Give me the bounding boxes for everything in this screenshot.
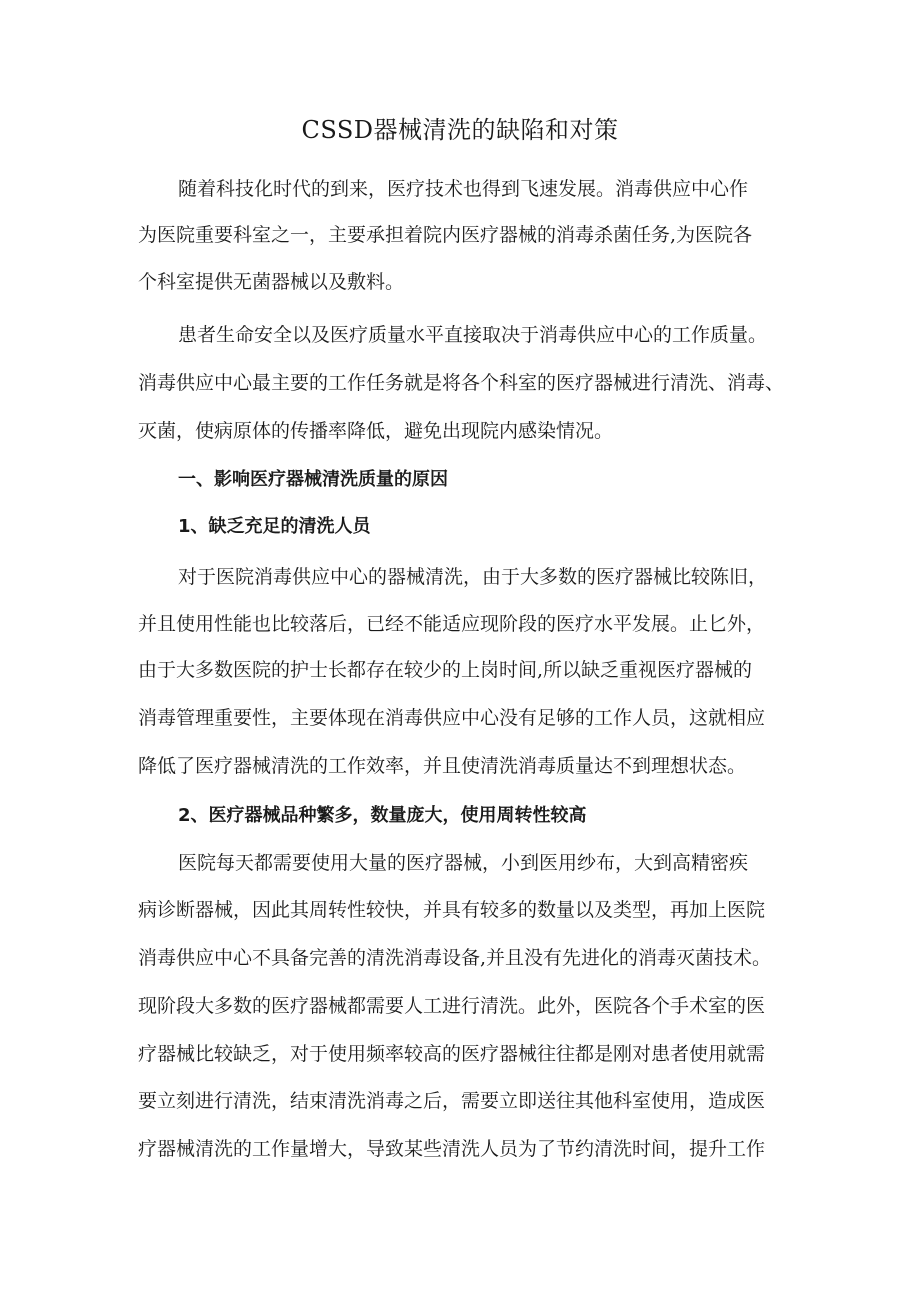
paragraph-4-line-5: 疗器械比较缺乏，对于使用频率较高的医疗器械往往都是刚对患者使用就需 bbox=[138, 1043, 766, 1065]
paragraph-4-line-1: 医院每天都需要使用大量的医疗器械，小到医用纱布，大到高精密疾 bbox=[178, 852, 749, 874]
paragraph-4-line-2: 病诊断器械，因此其周转性较快，并具有较多的数量以及类型，再加上医院 bbox=[138, 899, 766, 921]
paragraph-2-line-3: 灭菌，使病原体的传播率降低，避免出现院内感染情况。 bbox=[138, 420, 614, 442]
paragraph-2-line-1: 患者生命安全以及医疗质量水平直接取决于消毒供应中心的工作质量。 bbox=[178, 324, 768, 346]
paragraph-3-line-4: 消毒管理重要性，主要体现在消毒供应中心没有足够的工作人员，这就相应 bbox=[138, 707, 766, 729]
paragraph-2-line-2: 消毒供应中心最主要的工作任务就是将各个科室的医疗器械进行清洗、消毒、 bbox=[138, 372, 785, 394]
paragraph-1-line-3: 个科室提供无菌器械以及敷料。 bbox=[138, 271, 405, 293]
paragraph-1-line-2: 为医院重要科室之一，主要承担着院内医疗器械的消毒杀菌任务,为医院各 bbox=[138, 224, 753, 246]
paragraph-1-line-1: 随着科技化时代的到来，医疗技术也得到飞速发展。消毒供应中心作 bbox=[178, 178, 749, 200]
paragraph-3-line-3: 由于大多数医院的护士长都存在较少的上岗时间,所以缺乏重视医疗器械的 bbox=[138, 659, 753, 681]
paragraph-3-line-1: 对于医院消毒供应中心的器械清洗，由于大多数的医疗器械比较陈旧， bbox=[178, 566, 768, 588]
subsection-heading-2: 2、医疗器械品种繁多，数量庞大，使用周转性较高 bbox=[178, 805, 587, 826]
paragraph-3-line-2: 并且使用性能也比较落后，已经不能适应现阶段的医疗水平发展。止匕外， bbox=[138, 613, 766, 635]
subsection-heading-1: 1、缺乏充足的清洗人员 bbox=[178, 516, 371, 537]
document-title: CSSD器械清洗的缺陷和对策 bbox=[301, 116, 619, 144]
paragraph-4-line-3: 消毒供应中心不具备完善的清洗消毒设备,并且没有先进化的消毒灭菌技术。 bbox=[138, 947, 772, 969]
paragraph-4-line-4: 现阶段大多数的医疗器械都需要人工进行清洗。此外，医院各个手术室的医 bbox=[138, 995, 766, 1017]
section-heading-1: 一、影响医疗器械清洗质量的原因 bbox=[178, 469, 448, 490]
paragraph-4-line-6: 要立刻进行清洗，结束清洗消毒之后，需要立即送往其他科室使用，造成医 bbox=[138, 1090, 766, 1112]
paragraph-3-line-5: 降低了医疗器械清洗的工作效率，并且使清洗消毒质量达不到理想状态。 bbox=[138, 755, 747, 777]
paragraph-4-line-7: 疗器械清洗的工作量增大，导致某些清洗人员为了节约清洗时间，提升工作 bbox=[138, 1138, 766, 1160]
